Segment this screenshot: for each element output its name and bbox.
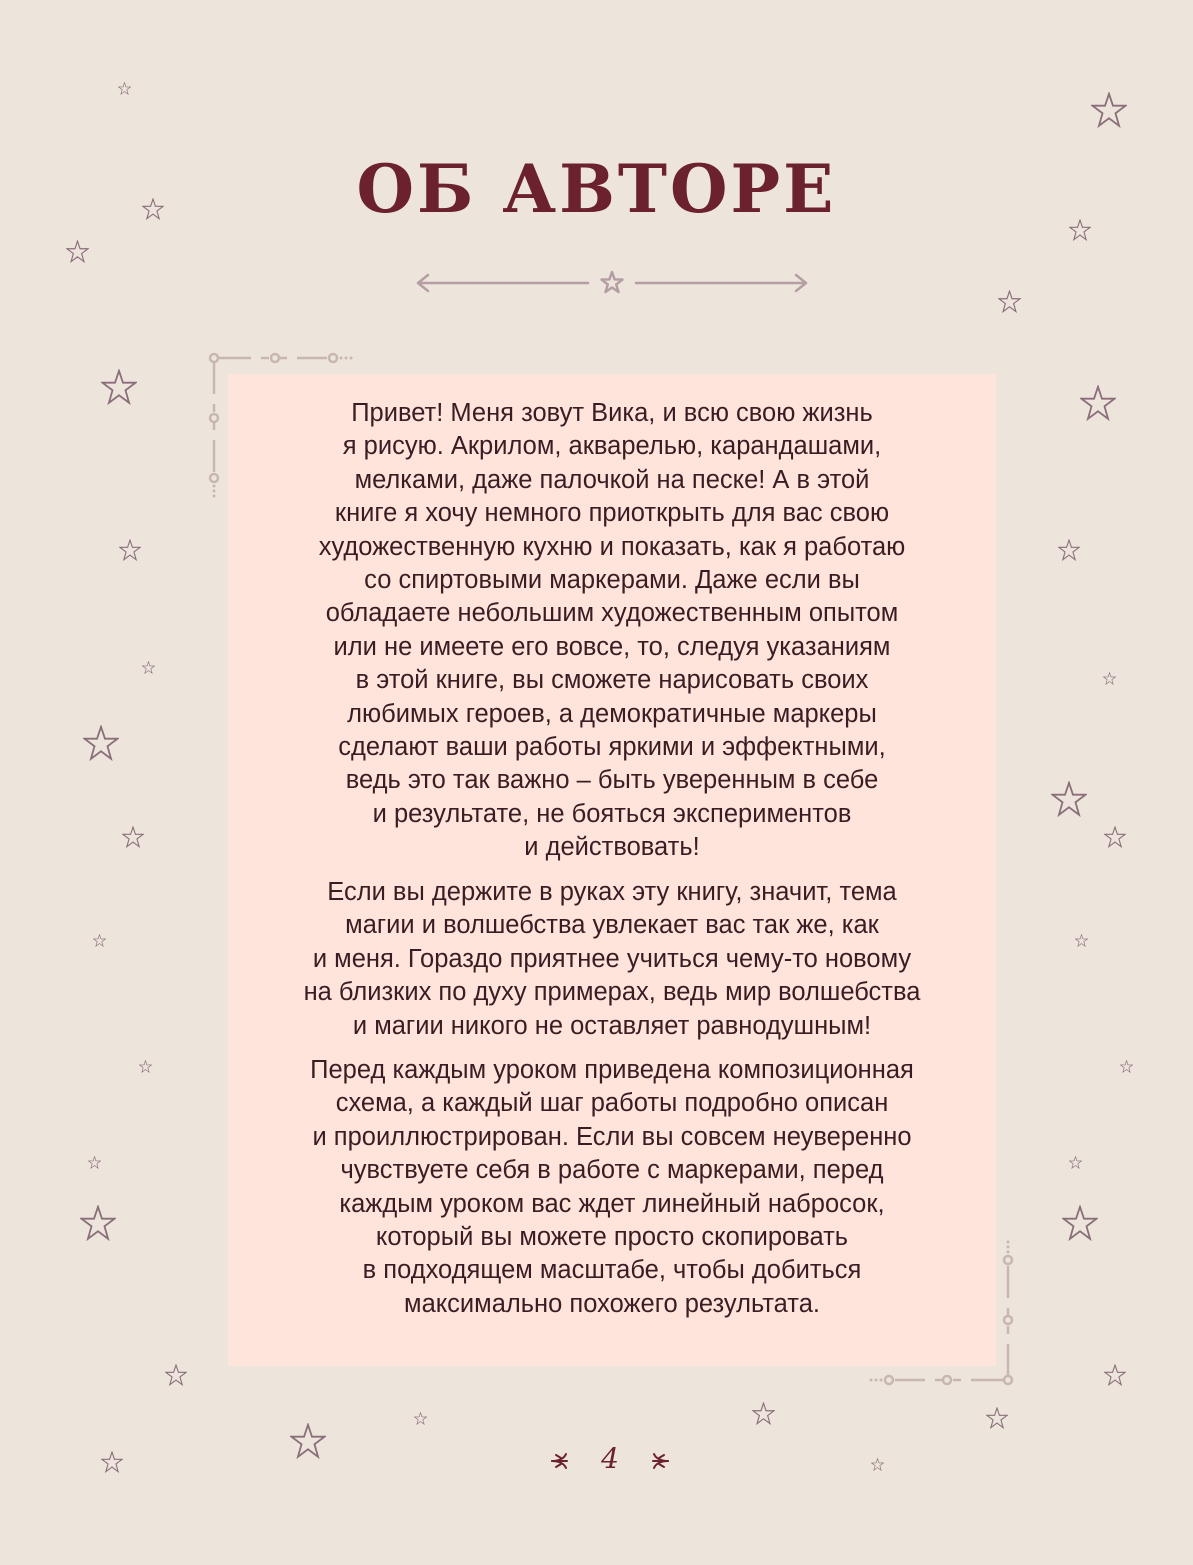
star-icon xyxy=(122,826,144,848)
star-icon xyxy=(1080,385,1116,421)
star-icon xyxy=(1103,672,1116,685)
star-icon xyxy=(1051,781,1087,817)
star-icon xyxy=(1104,826,1126,848)
star-icon xyxy=(66,240,89,263)
star-icon xyxy=(871,1458,884,1471)
star-icon xyxy=(101,369,137,405)
star-icon xyxy=(93,934,106,947)
star-icon xyxy=(142,661,155,674)
star-icon xyxy=(1075,934,1088,947)
star-icon xyxy=(83,725,119,761)
star-icon xyxy=(414,1412,427,1425)
star-icon xyxy=(88,1156,101,1169)
paragraph-lessons: Перед каждым уроком приведена композиционная схема, а каждый шаг работы подробно описан и проиллюстрирован. Если вы совсем неуверенно чувствуете себя в работе с маркерами, перед каждым уроком вас ждет линейный набросок, который вы можете просто скопировать в подходящем масштабе, чтобы добиться максимально похожего результата. xyxy=(310,1056,914,1318)
star-icon xyxy=(139,1060,152,1073)
star-icon xyxy=(142,198,164,220)
star-icon xyxy=(1091,92,1127,128)
star-icon xyxy=(119,539,141,561)
star-icon xyxy=(1058,539,1080,561)
star-icon xyxy=(118,82,131,95)
star-icon xyxy=(1120,1060,1133,1073)
star-icon xyxy=(101,1451,123,1473)
star-icon xyxy=(1069,219,1091,241)
star-icon xyxy=(986,1407,1008,1429)
text-panel xyxy=(228,374,996,1366)
page-title: ОБ АВТОРЕ xyxy=(356,150,837,228)
paragraph-intro: Привет! Меня зовут Вика, и всю свою жизнь я рисую. Акрилом, акварелью, карандашами, мелками, даже палочкой на песке! А в этой книге я хочу немного приоткрыть для вас свою художественную кухню и показать, как я работаю со спиртовыми маркерами. Даже если вы обладаете небольшим художественным опытом или не имеете его вовсе, то, следуя указаниям в этой книге, вы сможете нарисовать своих любимых героев, а демократичные маркеры сделают ваши работы яркими и эффектными, ведь это так важно – быть уверенным в себе и результате, не бояться экспериментов и действовать! xyxy=(318,399,906,862)
star-icon xyxy=(290,1423,326,1459)
flourish-right-icon xyxy=(650,1446,672,1476)
star-icon xyxy=(752,1402,775,1425)
star-icon xyxy=(1062,1205,1098,1241)
star-icon xyxy=(80,1205,116,1241)
page-footer xyxy=(540,1440,680,1480)
star-icon xyxy=(1069,1156,1082,1169)
star-icon xyxy=(998,290,1021,313)
page-number: 4 xyxy=(601,1442,619,1475)
star-icon xyxy=(1104,1364,1126,1386)
paragraph-theme: Если вы держите в руках эту книгу, значит, тема магии и волшебства увлекает вас так же, как и меня. Гораздо приятнее учиться чему-то новому на близких по духу примерах, ведь мир волшебства и магии никого не оставляет равнодушным! xyxy=(303,878,921,1040)
title-divider-icon xyxy=(414,268,810,300)
star-icon xyxy=(165,1364,187,1386)
